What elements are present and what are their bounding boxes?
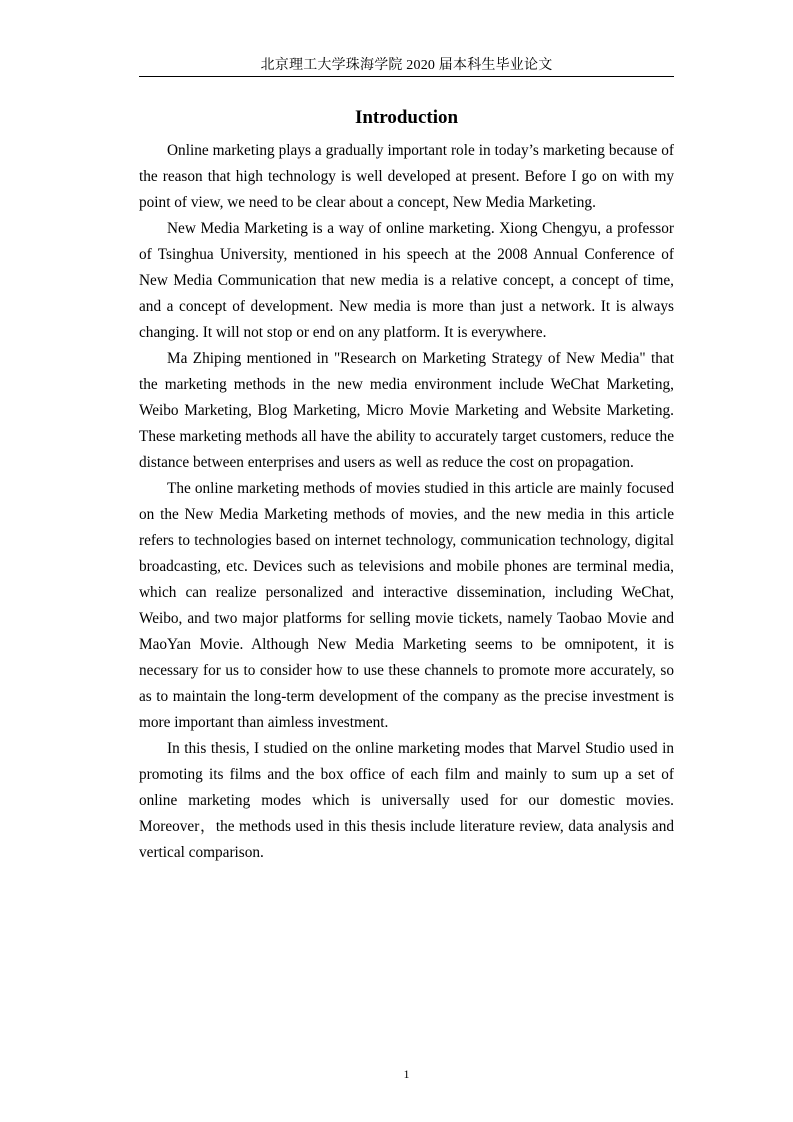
paragraph: New Media Marketing is a way of online marketing. Xiong Chengyu, a professor of Tsinghua University, mentioned in his speech at the 2008 Annual Conference of New Media Communication that new media is a relative concept, a concept of time, and a concept of development. New media is more than just a network. It is always changing. It will not stop or end on any platform. It is everywhere. [139,220,674,341]
paragraph: In this thesis, I studied on the online marketing modes that Marvel Studio used in promoting its films and the box office of each film and mainly to sum up a set of online marketing modes which is universally used for our domestic movies. Moreover，the methods used in this thesis include literature review, data analysis and vertical comparison. [139,740,674,861]
section-title: Introduction [354,107,459,128]
paragraph: Online marketing plays a gradually important role in today’s marketing because of the reason that high technology is well developed at present. Before I go on with my point of view, we need to be clear about a concept, New Media Marketing. [139,142,674,211]
page-number: 1 [403,1067,410,1081]
paragraph: Ma Zhiping mentioned in "Research on Marketing Strategy of New Media" that the marketing methods in the new media environment include WeChat Marketing, Weibo Marketing, Blog Marketing, Micro Movie Marketing and Website Marketing. These marketing methods all have the ability to accurately target customers, reduce the distance between enterprises and users as well as reduce the cost on propagation. [139,350,674,471]
paragraph: The online marketing methods of movies studied in this article are mainly focused on the New Media Marketing methods of movies, and the new media in this article refers to technologies based on internet technology, communication technology, digital broadcasting, etc. Devices such as televisions and mobile phones are terminal media, which can realize personalized and interactive dissemination, including WeChat, Weibo, and two major platforms for selling movie tickets, namely Taobao Movie and MaoYan Movie. Although New Media Marketing seems to be omnipotent, it is necessary for us to consider how to use these channels to promote more accurately, so as to maintain the long-term development of the company as the precise investment is more important than aimless investment. [139,480,674,731]
body-text [139,138,674,866]
running-header: 北京理工大学珠海学院 2020 届本科生毕业论文 [260,58,553,73]
header-rule [139,76,674,77]
